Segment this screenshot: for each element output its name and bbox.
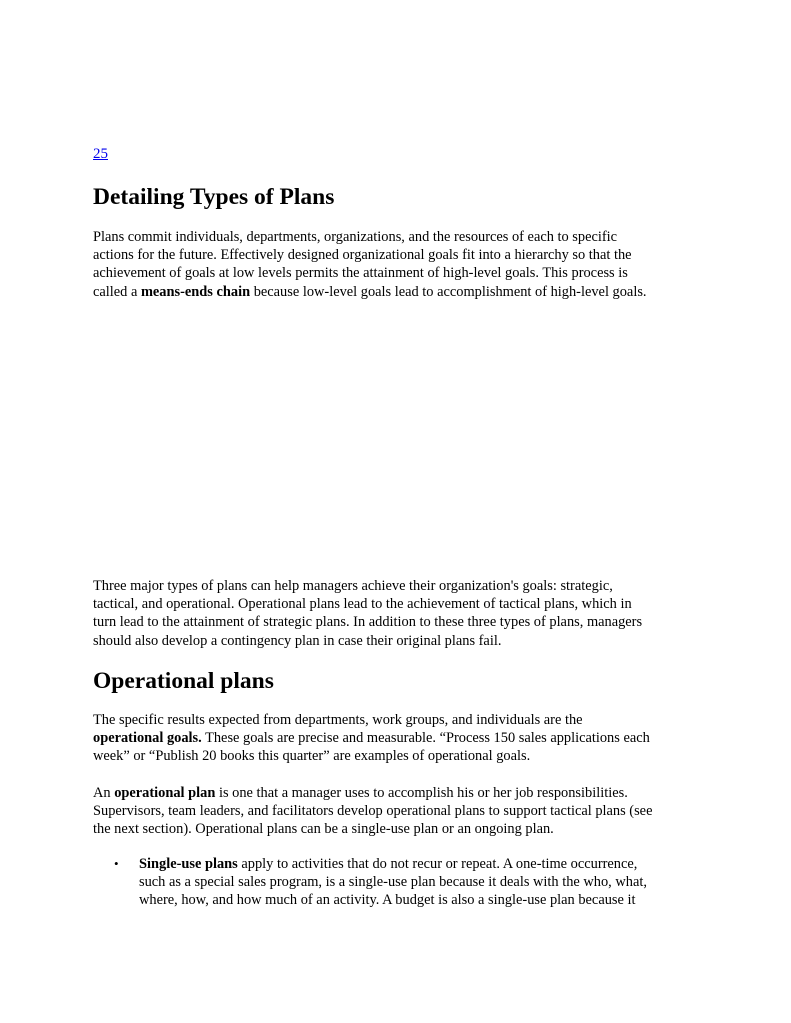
text-run: These goals are precise and measurable. “Process 150 sales applications each bbox=[201, 730, 650, 747]
term-means-ends-chain: means-ends chain bbox=[140, 283, 251, 300]
paragraph-line: Plans commit individuals, departments, organizations, and the resources of each to specific bbox=[93, 229, 618, 245]
section-heading-operational-plans: Operational plans bbox=[93, 668, 274, 694]
paragraph-plans-commit bbox=[93, 228, 705, 301]
paragraph-line: Supervisors, team leaders, and facilitators develop operational plans to support tactical plans (see bbox=[93, 803, 653, 820]
paragraph-line bbox=[93, 729, 705, 747]
paragraph-line: week” or “Publish 20 books this quarter” are examples of operational goals. bbox=[93, 748, 531, 765]
text-run: called a bbox=[93, 283, 141, 300]
paragraph-line bbox=[93, 283, 705, 301]
paragraph-three-types bbox=[93, 577, 705, 650]
text-run: because low-level goals lead to accomplishment of high-level goals. bbox=[250, 283, 647, 300]
term-single-use-plans: Single-use plans bbox=[139, 856, 238, 872]
paragraph-line bbox=[93, 784, 705, 802]
paragraph-line: where, how, and how much of an activity. A budget is also a single-use plan because it bbox=[139, 892, 636, 909]
paragraph-operational-goals bbox=[93, 711, 705, 766]
paragraph-line: tactical, and operational. Operational plans lead to the achievement of tactical plans, which in bbox=[93, 596, 632, 613]
list-item-single-use-plans bbox=[93, 855, 705, 910]
paragraph-line: The specific results expected from departments, work groups, and individuals are the bbox=[93, 712, 583, 728]
paragraph-line: the next section). Operational plans can be a single-use plan or an ongoing plan. bbox=[93, 821, 554, 838]
term-operational-goals: operational goals. bbox=[93, 730, 202, 747]
plans-bullet-list bbox=[93, 855, 705, 910]
section-heading-detailing: Detailing Types of Plans bbox=[93, 184, 335, 210]
text-run: apply to activities that do not recur or repeat. A one-time occurrence, bbox=[237, 856, 638, 872]
bullet-icon: • bbox=[114, 856, 119, 871]
text-run: is one that a manager uses to accomplish his or her job responsibilities. bbox=[215, 785, 628, 801]
page-number-link[interactable]: 25 bbox=[93, 146, 108, 162]
term-operational-plan: operational plan bbox=[114, 785, 216, 801]
text-run: An bbox=[93, 785, 115, 801]
paragraph-line: should also develop a contingency plan in case their original plans fail. bbox=[93, 632, 502, 649]
paragraph-line: such as a special sales program, is a single-use plan because it deals with the who, what, bbox=[139, 874, 647, 891]
paragraph-line: actions for the future. Effectively designed organizational goals fit into a hierarchy so that the bbox=[93, 247, 632, 264]
paragraph-line: Three major types of plans can help managers achieve their organization's goals: strategic, bbox=[93, 578, 613, 594]
paragraph-operational-plan bbox=[93, 784, 705, 839]
paragraph-line: turn lead to the attainment of strategic plans. In addition to these three types of plans, managers bbox=[93, 614, 643, 631]
paragraph-line: achievement of goals at low levels permits the attainment of high-level goals. This process is bbox=[93, 265, 628, 282]
paragraph-line bbox=[139, 855, 705, 873]
